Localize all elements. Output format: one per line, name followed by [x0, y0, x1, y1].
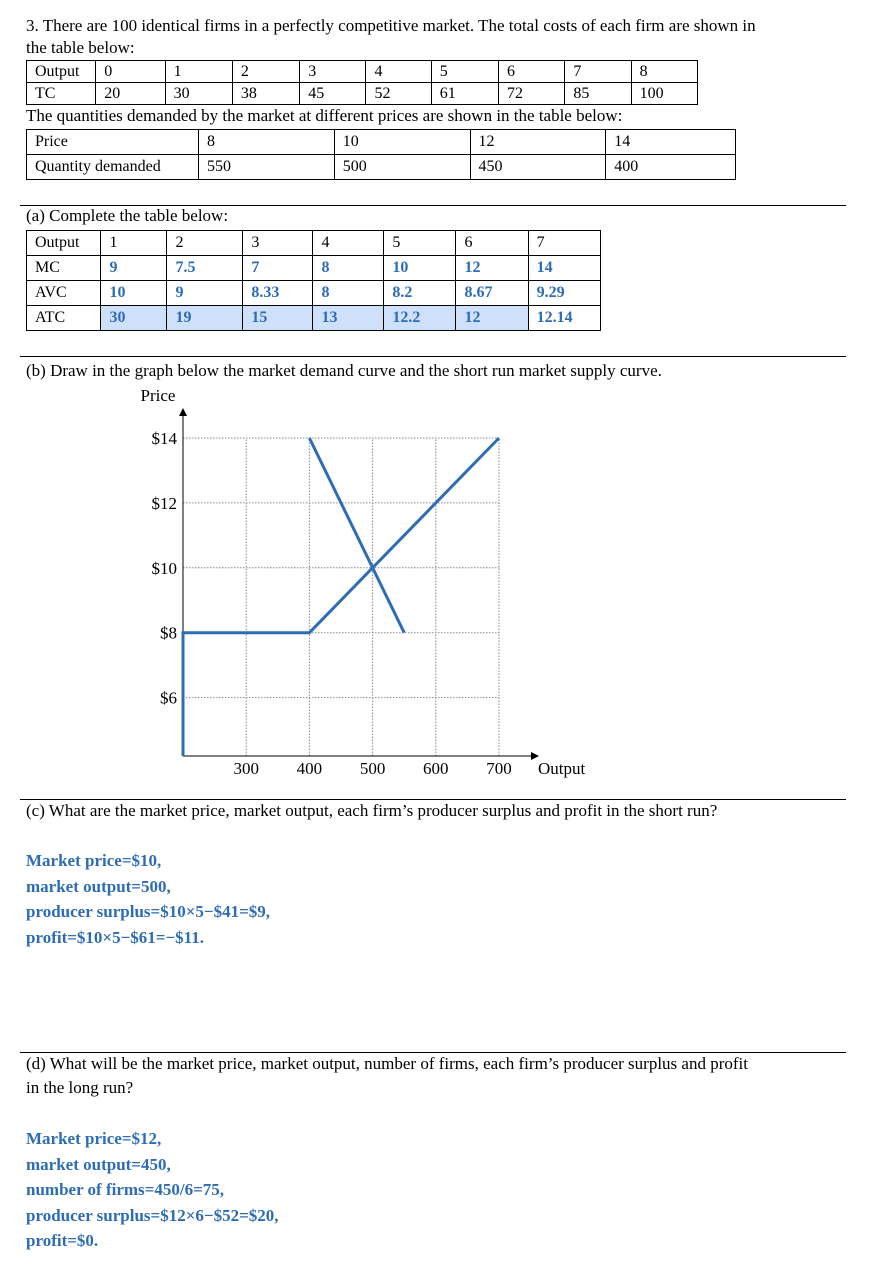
cost-table-output-row [27, 61, 698, 83]
answer-table-atc-row [27, 306, 601, 331]
cost-table-cell: 5 [431, 61, 498, 83]
answer-table-output-label: Output [27, 231, 101, 256]
chart-series [183, 438, 499, 756]
answer-table-cell: 1 [101, 231, 167, 256]
part-c-heading: (c) What are the market price, market output, each firm’s producer surplus and profit in the short run? [26, 801, 718, 820]
answer-table-avc-row [27, 281, 601, 306]
demand-table-cell: 10 [334, 130, 470, 155]
y-tick-label: $12 [151, 493, 177, 513]
answer-line: number of firms=450/6=75, [26, 1180, 225, 1200]
answer-line: profit=$0. [26, 1231, 99, 1251]
demand-table-price-label: Price [27, 130, 199, 155]
demand-table-cell: 400 [606, 155, 736, 180]
avc-value: 8.2 [384, 281, 456, 306]
part-b-heading: (b) Draw in the graph below the market demand curve and the short run market supply curve. [26, 361, 662, 380]
y-tick-label: $14 [151, 429, 177, 448]
answer-table-cell: 6 [456, 231, 528, 256]
cost-table-tc-row [27, 83, 698, 105]
avc-value: 8.33 [243, 281, 313, 306]
answer-table-atc-label: ATC [27, 306, 101, 331]
answer-table-mc-row [27, 256, 601, 281]
demand-table [26, 129, 736, 180]
answer-line: Market price=$12, [26, 1129, 162, 1148]
cost-table [26, 60, 698, 105]
mc-value: 14 [528, 256, 600, 281]
question-intro-line-1: 3. There are 100 identical firms in a perfectly competitive market. The total costs of each firm are shown in [26, 16, 756, 35]
mc-value: 10 [384, 256, 456, 281]
avc-value: 8.67 [456, 281, 528, 306]
x-tick-label: 600 [423, 759, 449, 778]
cost-table-cell: 72 [499, 83, 565, 105]
cost-table-cell: 20 [96, 83, 165, 105]
answer-line: market output=500, [26, 876, 171, 896]
y-tick-label: $8 [160, 623, 177, 643]
question-intro-line-2: the table below: [26, 38, 135, 57]
mc-value: 7.5 [167, 256, 243, 281]
answer-table-cell: 5 [384, 231, 456, 256]
y-axis-title: Price [140, 386, 176, 405]
cost-table-cell: 6 [499, 61, 565, 83]
avc-value: 10 [101, 281, 167, 306]
answer-line: producer surplus=$10×5−$41=$9, [26, 902, 271, 922]
cost-table-cell: 100 [631, 83, 697, 105]
demand-table-cell: 550 [198, 155, 334, 180]
cost-table-output-label: Output [27, 61, 96, 83]
answer-line: Market price=$10, [26, 851, 162, 870]
atc-value: 15 [243, 306, 313, 331]
atc-value: 12.2 [384, 306, 456, 331]
demand-table-cell: 12 [470, 130, 606, 155]
cost-table-cell: 52 [366, 83, 431, 105]
y-tick-label: $6 [160, 688, 177, 708]
x-tick-label: 400 [296, 759, 323, 778]
answer-table-avc-label: AVC [27, 281, 101, 306]
cost-table-cell: 85 [565, 83, 631, 105]
cost-table-cell: 2 [232, 61, 299, 83]
demand-table-quantity-row [27, 155, 736, 180]
answer-table-mc-label: MC [27, 256, 101, 281]
demand-table-quantity-label: Quantity demanded [27, 155, 199, 180]
part-d-heading-line-2: in the long run? [26, 1078, 134, 1097]
part-d-answer [26, 1126, 279, 1254]
chart-axes [183, 412, 535, 756]
cost-table-cell: 8 [631, 61, 697, 83]
atc-value: 19 [167, 306, 243, 331]
demand-table-price-row [27, 130, 736, 155]
demand-table-cell: 450 [470, 155, 606, 180]
y-tick-label: $10 [151, 558, 177, 578]
x-tick-label: 500 [359, 759, 386, 778]
x-tick-label: 700 [486, 759, 512, 778]
atc-value: 12 [456, 306, 528, 331]
part-a-heading: (a) Complete the table below: [26, 206, 229, 225]
answer-table-output-row [27, 231, 601, 256]
answer-table-cell: 2 [167, 231, 243, 256]
answer-table-cell: 4 [313, 231, 384, 256]
cost-table-tc-label: TC [27, 83, 96, 105]
answer-line: market output=450, [26, 1154, 171, 1174]
answer-table-cell: 3 [243, 231, 313, 256]
cost-table-cell: 3 [300, 61, 366, 83]
mc-value: 9 [101, 256, 167, 281]
section-divider [20, 356, 846, 357]
mc-value: 8 [313, 256, 384, 281]
avc-value: 9 [167, 281, 243, 306]
cost-table-cell: 4 [366, 61, 431, 83]
supply-curve [183, 438, 499, 756]
answer-line: producer surplus=$12×6−$52=$20, [26, 1205, 279, 1225]
part-d-heading-line-1: (d) What will be the market price, market output, number of firms, each firm’s producer surplus and profit [26, 1054, 748, 1073]
cost-table-cell: 61 [431, 83, 498, 105]
atc-value: 13 [313, 306, 384, 331]
part-c-answer [26, 848, 270, 950]
answer-line: profit=$10×5−$61=−$11. [26, 927, 204, 947]
demand-curve [309, 438, 404, 633]
cost-table-cell: 7 [565, 61, 631, 83]
demand-table-cell: 500 [334, 155, 470, 180]
avc-value: 9.29 [528, 281, 600, 306]
cost-table-cell: 30 [165, 83, 232, 105]
cost-table-cell: 38 [232, 83, 299, 105]
answer-table-cell: 7 [528, 231, 600, 256]
x-tick-label: 300 [233, 759, 259, 778]
demand-table-cell: 14 [606, 130, 736, 155]
cost-table-cell: 45 [300, 83, 366, 105]
mc-value: 12 [456, 256, 528, 281]
mc-value: 7 [243, 256, 313, 281]
atc-value: 12.14 [528, 306, 600, 331]
demand-table-cell: 8 [198, 130, 334, 155]
x-axis-title: Output [538, 759, 586, 778]
demand-intro: The quantities demanded by the market at different prices are shown in the table below: [26, 106, 623, 125]
cost-table-cell: 1 [165, 61, 232, 83]
cost-answer-table [26, 230, 601, 331]
supply-demand-chart [0, 380, 880, 800]
cost-table-cell: 0 [96, 61, 165, 83]
avc-value: 8 [313, 281, 384, 306]
atc-value: 30 [101, 306, 167, 331]
